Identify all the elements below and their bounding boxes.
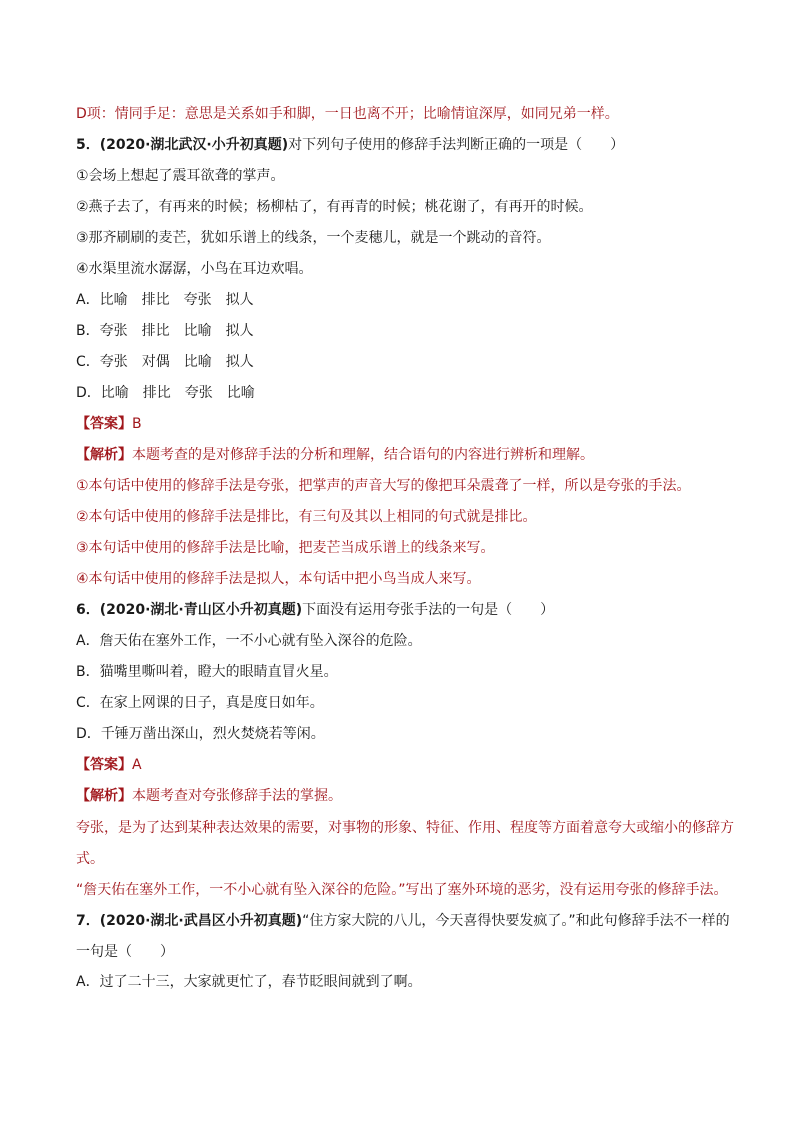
question-7-stem — [76, 906, 736, 968]
question-5-source: 5．(2020·湖北武汉·小升初真题) — [76, 137, 289, 153]
answer-tag: 【答案】 — [76, 757, 132, 773]
question-5-text: 对下列句子使用的修辞手法判断正确的一项是（ ） — [288, 137, 625, 153]
analysis-tag: 【解析】 — [76, 447, 132, 463]
question-6-answer — [76, 751, 736, 782]
question-5-answer-value: B — [132, 416, 142, 432]
question-5-explanation-3: ③本句话中使用的修辞手法是比喻，把麦芒当成乐谱上的线条来写。 — [76, 540, 495, 556]
question-6-option-b: B．猫嘴里嘶叫着，瞪大的眼睛直冒火星。 — [76, 664, 338, 680]
question-5-option-a: A．比喻 排比 夸张 拟人 — [76, 292, 254, 308]
question-5-explanation-1: ①本句话中使用的修辞手法是夸张，把掌声的声音大写的像把耳朵震聋了一样，所以是夸张的手法。 — [76, 478, 691, 494]
question-6-text: 下面没有运用夸张手法的一句是（ ） — [302, 602, 555, 618]
analysis-line-d: D项：情同手足：意思是关系如手和脚，一日也离不开；比喻情谊深厚，如同兄弟一样。 — [76, 106, 619, 122]
question-5-sentence-4: ④水渠里流水潺潺，小鸟在耳边欢唱。 — [76, 261, 313, 277]
question-5-stem — [76, 131, 736, 162]
question-5-option-c: C．夸张 对偶 比喻 拟人 — [76, 354, 254, 370]
question-6-explanation-2: “詹天佑在塞外工作，一不小心就有坠入深谷的危险。”写出了塞外环境的恶劣，没有运用夸张的修辞手法。 — [76, 882, 728, 898]
question-6-analysis — [76, 782, 736, 813]
question-6-source: 6．(2020·湖北·青山区小升初真题) — [76, 602, 303, 618]
question-5-option-d: D．比喻 排比 夸张 比喻 — [76, 385, 255, 401]
question-6-stem — [76, 596, 736, 627]
question-6-analysis-text: 本题考查对夸张修辞手法的掌握。 — [132, 788, 342, 804]
question-5-explanation-4: ④本句话中使用的修辞手法是拟人，本句话中把小鸟当成人来写。 — [76, 571, 481, 587]
question-6-explanation-1: 夸张，是为了达到某种表达效果的需要，对事物的形象、特征、作用、程度等方面着意夸大或缩小的修辞方式。 — [76, 820, 734, 867]
question-6-option-c: C．在家上网课的日子，真是度日如年。 — [76, 695, 324, 711]
question-5-answer — [76, 410, 736, 441]
analysis-tag: 【解析】 — [76, 788, 132, 804]
question-6-option-a: A．詹天佑在塞外工作，一不小心就有坠入深谷的危险。 — [76, 633, 422, 649]
question-5-analysis-text: 本题考查的是对修辞手法的分析和理解，结合语句的内容进行辨析和理解。 — [132, 447, 594, 463]
document-page — [76, 100, 736, 999]
question-6-option-d: D．千锤万凿出深山，烈火焚烧若等闲。 — [76, 726, 325, 742]
question-7-source: 7．(2020·湖北·武昌区小升初真题) — [76, 913, 303, 929]
answer-tag: 【答案】 — [76, 416, 132, 432]
question-5-explanation-2: ②本句话中使用的修辞手法是排比，有三句及其以上相同的句式就是排比。 — [76, 509, 537, 525]
question-5-sentence-2: ②燕子去了，有再来的时候；杨柳枯了，有再青的时候；桃花谢了，有再开的时候。 — [76, 199, 593, 215]
question-7-option-a: A．过了二十三，大家就更忙了，春节眨眼间就到了啊。 — [76, 974, 422, 990]
question-5-sentence-3: ③那齐刷刷的麦芒，犹如乐谱上的线条，一个麦穗儿，就是一个跳动的音符。 — [76, 230, 551, 246]
question-6-answer-value: A — [132, 757, 142, 773]
question-7-text: “住方家大院的八儿，今天喜得快要发疯了。”和此句修辞手法不一样的一句是（ ） — [76, 913, 730, 960]
question-5-sentence-1: ①会场上想起了震耳欲聋的掌声。 — [76, 168, 285, 184]
question-5-analysis — [76, 441, 736, 472]
question-5-option-b: B．夸张 排比 比喻 拟人 — [76, 323, 254, 339]
